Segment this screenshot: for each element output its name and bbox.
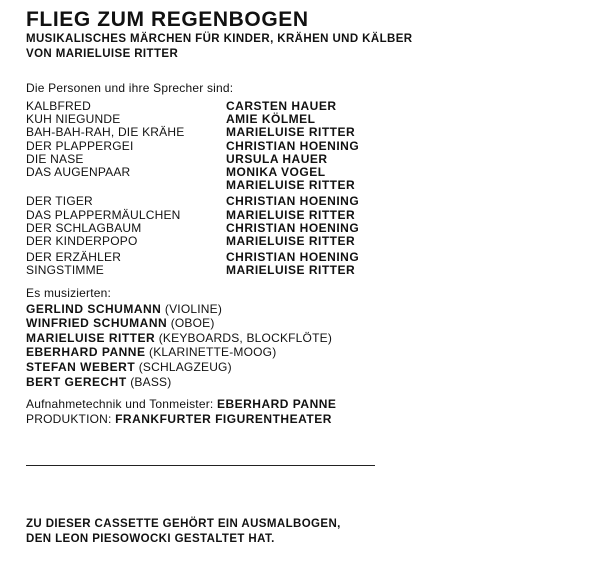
recording-credit	[26, 397, 586, 412]
cast-actor: CHRISTIAN HOENING	[226, 194, 360, 209]
musician-name: EBERHARD PANNE	[26, 345, 146, 360]
cast-role: DER PLAPPERGEI	[26, 138, 134, 153]
musician-instrument: (BASS)	[130, 374, 172, 389]
cast-actor: MARIELUISE RITTER	[226, 207, 356, 222]
footer-note	[26, 517, 546, 547]
production-label: PRODUKTION:	[26, 411, 112, 426]
musician-instrument: (VIOLINE)	[164, 301, 223, 316]
cast-actor: AMIE KÖLMEL	[226, 112, 316, 127]
cast-actor: URSULA HAUER	[226, 151, 328, 166]
cast-intro: Die Personen und ihre Sprecher sind:	[26, 81, 234, 95]
musician-row	[26, 360, 586, 375]
musician-instrument: (SCHLAGZEUG)	[138, 360, 232, 375]
musician-row	[26, 375, 586, 390]
cast-actor: MARIELUISE RITTER	[226, 263, 356, 278]
musician-row	[26, 302, 586, 317]
cast-role: DAS PLAPPERMÄULCHEN	[26, 207, 181, 222]
musicians-list	[26, 302, 586, 390]
cast-row	[26, 195, 586, 208]
cast-role: KALBFRED	[26, 99, 91, 113]
cast-role: DER SCHLAGBAUM	[26, 220, 142, 235]
cast-role	[26, 179, 226, 192]
musician-instrument: (KEYBOARDS, BLOCKFLÖTE)	[158, 330, 333, 345]
cast-role: SINGSTIMME	[26, 263, 105, 278]
cast-list	[26, 100, 586, 278]
production-name: FRANKFURTER FIGURENTHEATER	[115, 411, 332, 426]
liner-notes	[26, 8, 586, 426]
recording-label: Aufnahmetechnik und Tonmeister:	[26, 397, 214, 412]
footer-line-2: DEN LEON PIESOWOCKI GESTALTET HAT.	[26, 533, 275, 545]
divider-line	[26, 465, 375, 466]
subtitle-line-1: MUSIKALISCHES MÄRCHEN FÜR KINDER, KRÄHEN UND KÄLBER	[26, 33, 413, 45]
cast-actor: MARIELUISE RITTER	[226, 234, 356, 249]
cast-role: DER TIGER	[26, 194, 93, 209]
cast-actor: MARIELUISE RITTER	[226, 178, 356, 193]
credits	[26, 397, 586, 426]
musician-instrument: (OBOE)	[170, 316, 215, 331]
cast-actor: CHRISTIAN HOENING	[226, 138, 360, 153]
cast-actor: CHRISTIAN HOENING	[226, 220, 360, 235]
cast-role: DAS AUGENPAAR	[26, 165, 131, 180]
cast-actor: MONIKA VOGEL	[226, 165, 326, 180]
musician-instrument: (KLARINETTE-MOOG)	[149, 345, 277, 360]
cast-role: DIE NASE	[26, 151, 84, 166]
cast-role: KUH NIEGUNDE	[26, 112, 121, 127]
subtitle-line-2: VON MARIELUISE RITTER	[26, 48, 179, 60]
cast-role: DER ERZÄHLER	[26, 250, 122, 265]
musician-name: WINFRIED SCHUMANN	[26, 316, 168, 331]
musicians-intro: Es musizierten:	[26, 285, 112, 300]
cast-actor: CARSTEN HAUER	[226, 99, 337, 113]
cast-row	[26, 209, 586, 222]
cast-role: BAH-BAH-RAH, DIE KRÄHE	[26, 125, 185, 140]
cast-actor: MARIELUISE RITTER	[226, 125, 356, 140]
cast-row	[26, 140, 586, 153]
cast-actor: CHRISTIAN HOENING	[226, 250, 360, 265]
cast-row	[26, 126, 586, 139]
production-credit	[26, 412, 586, 427]
musician-row	[26, 345, 586, 360]
page-title: FLIEG ZUM REGENBOGEN	[26, 8, 309, 31]
footer-line-1: ZU DIESER CASSETTE GEHÖRT EIN AUSMALBOGEN,	[26, 518, 341, 530]
cast-role: DER KINDERPOPO	[26, 234, 138, 249]
musician-name: BERT GERECHT	[26, 374, 127, 389]
cast-row	[26, 264, 586, 277]
musician-row	[26, 316, 586, 331]
musician-name: GERLIND SCHUMANN	[26, 301, 162, 316]
recording-name: EBERHARD PANNE	[216, 397, 337, 412]
cast-row	[26, 235, 586, 248]
musician-row	[26, 331, 586, 346]
cast-row	[26, 179, 586, 192]
musician-name: MARIELUISE RITTER	[26, 330, 156, 345]
musician-name: STEFAN WEBERT	[26, 360, 136, 375]
